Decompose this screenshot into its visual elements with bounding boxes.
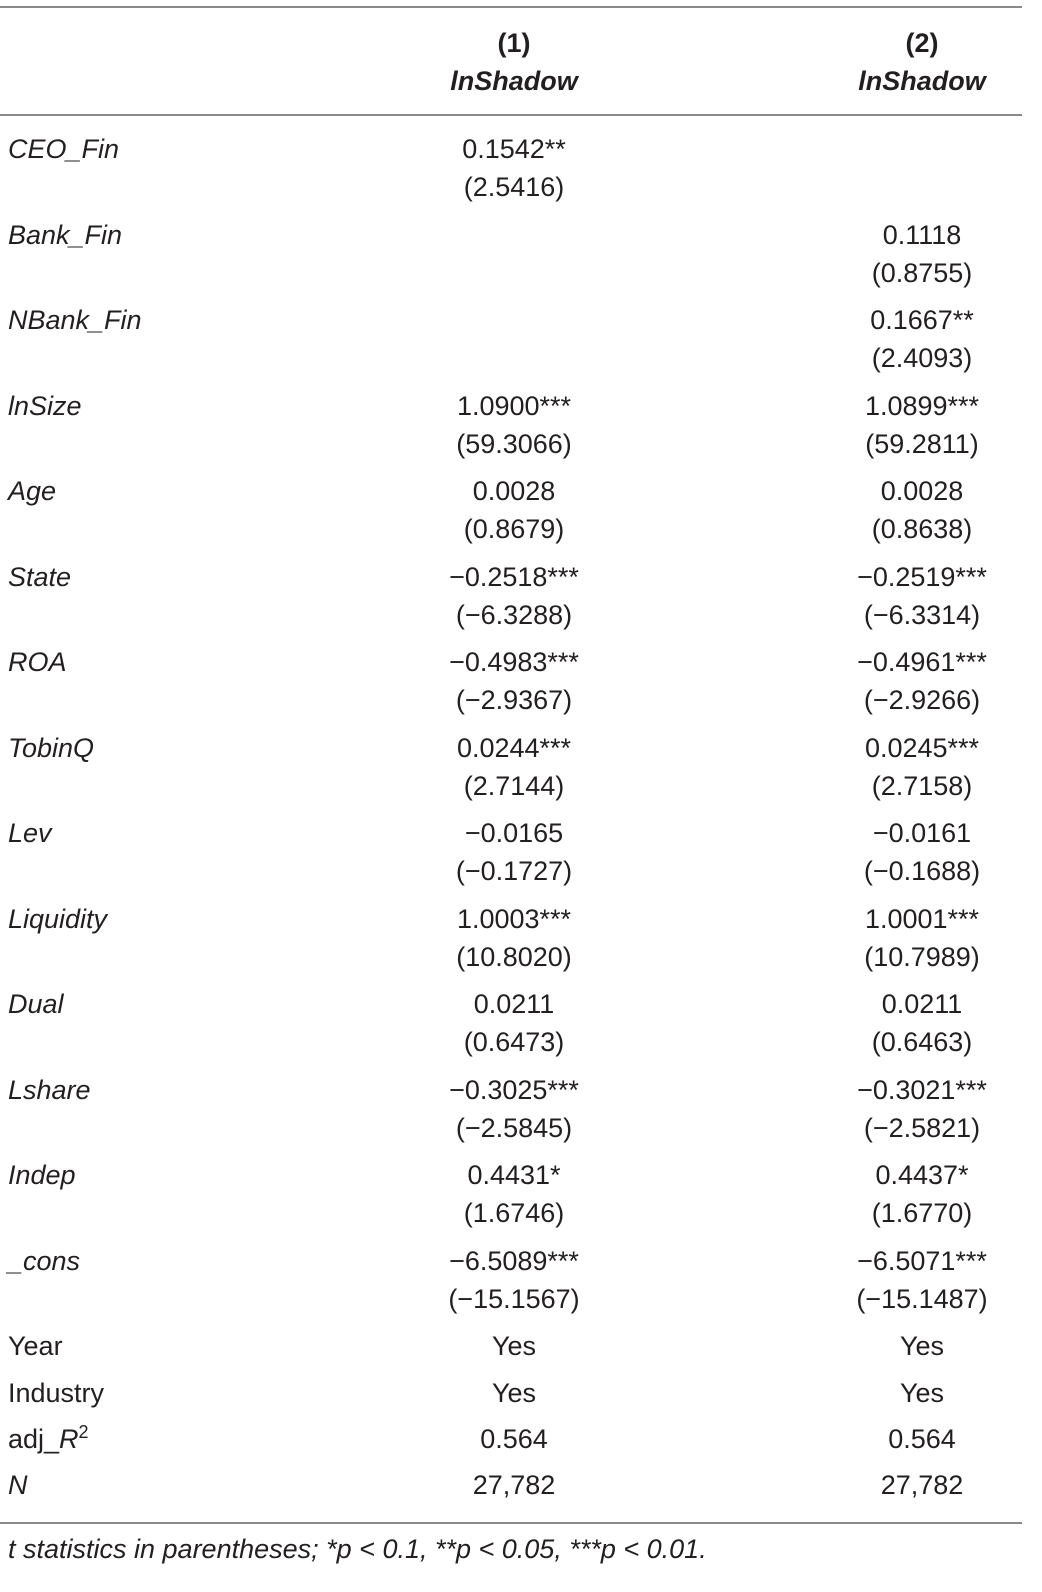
t-statistic: (0.6473)	[463, 1027, 565, 1057]
variable-label: Lev	[8, 818, 52, 848]
cell-col1	[384, 472, 644, 548]
t-statistic: (10.8020)	[456, 942, 572, 972]
coefficient: 0.1118	[882, 220, 962, 250]
t-statistic: (0.8755)	[871, 258, 973, 288]
cell-col2	[792, 985, 1042, 1061]
column-header-2	[792, 24, 1042, 100]
cell-col1	[384, 643, 644, 719]
label-superscript: 2	[78, 1422, 89, 1442]
coefficient: −0.4983***	[449, 647, 579, 677]
coefficient: −6.5089***	[449, 1246, 579, 1276]
coefficient: 1.0899***	[864, 391, 980, 421]
t-statistic: (0.8679)	[463, 514, 565, 544]
coefficient: 0.4431*	[467, 1160, 561, 1190]
t-statistic: (59.3066)	[456, 429, 572, 459]
coefficient: −0.2519***	[857, 562, 987, 592]
t-statistic: (2.5416)	[463, 172, 565, 202]
cell-col1	[384, 1242, 644, 1318]
cell-col2	[792, 729, 1042, 805]
column-number: (2)	[905, 28, 939, 58]
label-r: R	[59, 1424, 79, 1454]
column-header-1	[384, 24, 644, 100]
t-statistic: (2.7158)	[871, 771, 973, 801]
variable-label: Bank_Fin	[8, 220, 123, 250]
coefficient: −0.3025***	[449, 1075, 579, 1105]
t-statistic: (−15.1567)	[448, 1284, 580, 1314]
coefficient: 0.0245***	[864, 733, 980, 763]
variable-label: Lshare	[8, 1075, 91, 1105]
coefficient: −0.2518***	[449, 562, 579, 592]
variable-label: _cons	[8, 1246, 81, 1276]
cell-col2	[792, 900, 1042, 976]
cell-col2	[792, 1071, 1042, 1147]
t-statistic: (−6.3288)	[455, 600, 573, 630]
cell-col1	[384, 558, 644, 634]
cell-col1	[384, 130, 644, 206]
variable-label	[8, 1420, 89, 1458]
variable-label: NBank_Fin	[8, 305, 142, 335]
cell-col1	[384, 900, 644, 976]
cell-col2: 27,782	[880, 1470, 964, 1500]
table-note: t statistics in parentheses; *p < 0.1, **p < 0.05, ***p < 0.01.	[8, 1534, 707, 1564]
cell-col2	[792, 558, 1042, 634]
cell-col2: Yes	[899, 1378, 945, 1408]
t-statistic: (0.8638)	[871, 514, 973, 544]
label-prefix: adj_	[8, 1424, 60, 1454]
cell-col2	[792, 643, 1042, 719]
dependent-variable: lnShadow	[858, 66, 986, 96]
t-statistic: (−6.3314)	[863, 600, 981, 630]
t-statistic: (1.6746)	[463, 1198, 565, 1228]
t-statistic: (−2.5821)	[863, 1113, 981, 1143]
cell-col1	[384, 1071, 644, 1147]
variable-label: Industry	[8, 1378, 105, 1408]
coefficient: 0.0028	[880, 476, 964, 506]
bottom-rule	[0, 1522, 1022, 1524]
t-statistic: (−0.1727)	[455, 856, 573, 886]
cell-col1: Yes	[491, 1378, 537, 1408]
top-rule	[0, 6, 1022, 8]
t-statistic: (59.2811)	[865, 429, 979, 459]
variable-label: Year	[8, 1331, 63, 1361]
coefficient: −0.4961***	[857, 647, 987, 677]
coefficient: 1.0001***	[864, 904, 980, 934]
coefficient: −0.3021***	[857, 1075, 987, 1105]
variable-label: CEO_Fin	[8, 134, 120, 164]
variable-label: Dual	[8, 989, 64, 1019]
t-statistic: (2.4093)	[871, 343, 973, 373]
variable-label: Indep	[8, 1160, 76, 1190]
variable-label: Age	[8, 476, 57, 506]
cell-col1	[384, 729, 644, 805]
header-rule	[0, 114, 1022, 116]
coefficient: 0.0211	[881, 989, 963, 1019]
cell-col2: Yes	[899, 1331, 945, 1361]
t-statistic: (−2.9266)	[863, 685, 981, 715]
cell-col2	[792, 1156, 1042, 1232]
variable-label: Liquidity	[8, 904, 108, 934]
cell-col2	[792, 1242, 1042, 1318]
coefficient: 0.0211	[473, 989, 555, 1019]
cell-col2	[792, 472, 1042, 548]
variable-label: N	[8, 1470, 28, 1500]
t-statistic: (10.7989)	[864, 942, 980, 972]
t-statistic: (1.6770)	[871, 1198, 973, 1228]
coefficient: 0.0244***	[456, 733, 572, 763]
coefficient: 0.1667**	[870, 305, 974, 335]
coefficient: −0.0161	[872, 818, 972, 848]
cell-col1	[384, 1156, 644, 1232]
cell-col2	[792, 301, 1042, 377]
t-statistic: (0.6463)	[871, 1027, 973, 1057]
cell-col1	[384, 985, 644, 1061]
cell-col1	[384, 814, 644, 890]
t-statistic: (−2.9367)	[455, 685, 573, 715]
cell-col1	[384, 387, 644, 463]
column-number: (1)	[497, 28, 531, 58]
coefficient: 0.0028	[472, 476, 556, 506]
coefficient: 1.0900***	[456, 391, 572, 421]
variable-label: State	[8, 562, 72, 592]
cell-col2	[792, 814, 1042, 890]
coefficient: 0.1542**	[462, 134, 566, 164]
t-statistic: (−15.1487)	[856, 1284, 988, 1314]
coefficient: 0.4437*	[875, 1160, 969, 1190]
variable-label: lnSize	[8, 391, 82, 421]
cell-col2	[792, 216, 1042, 292]
cell-col2: 0.564	[888, 1424, 956, 1454]
cell-col1: 0.564	[480, 1424, 548, 1454]
coefficient: 1.0003***	[456, 904, 572, 934]
cell-col2	[792, 387, 1042, 463]
coefficient: −0.0165	[464, 818, 564, 848]
variable-label: TobinQ	[8, 733, 95, 763]
coefficient: −6.5071***	[857, 1246, 987, 1276]
dependent-variable: lnShadow	[450, 66, 578, 96]
variable-label: ROA	[8, 647, 67, 677]
cell-col1: Yes	[491, 1331, 537, 1361]
cell-col1: 27,782	[472, 1470, 556, 1500]
t-statistic: (−0.1688)	[863, 856, 981, 886]
t-statistic: (−2.5845)	[455, 1113, 573, 1143]
t-statistic: (2.7144)	[463, 771, 565, 801]
